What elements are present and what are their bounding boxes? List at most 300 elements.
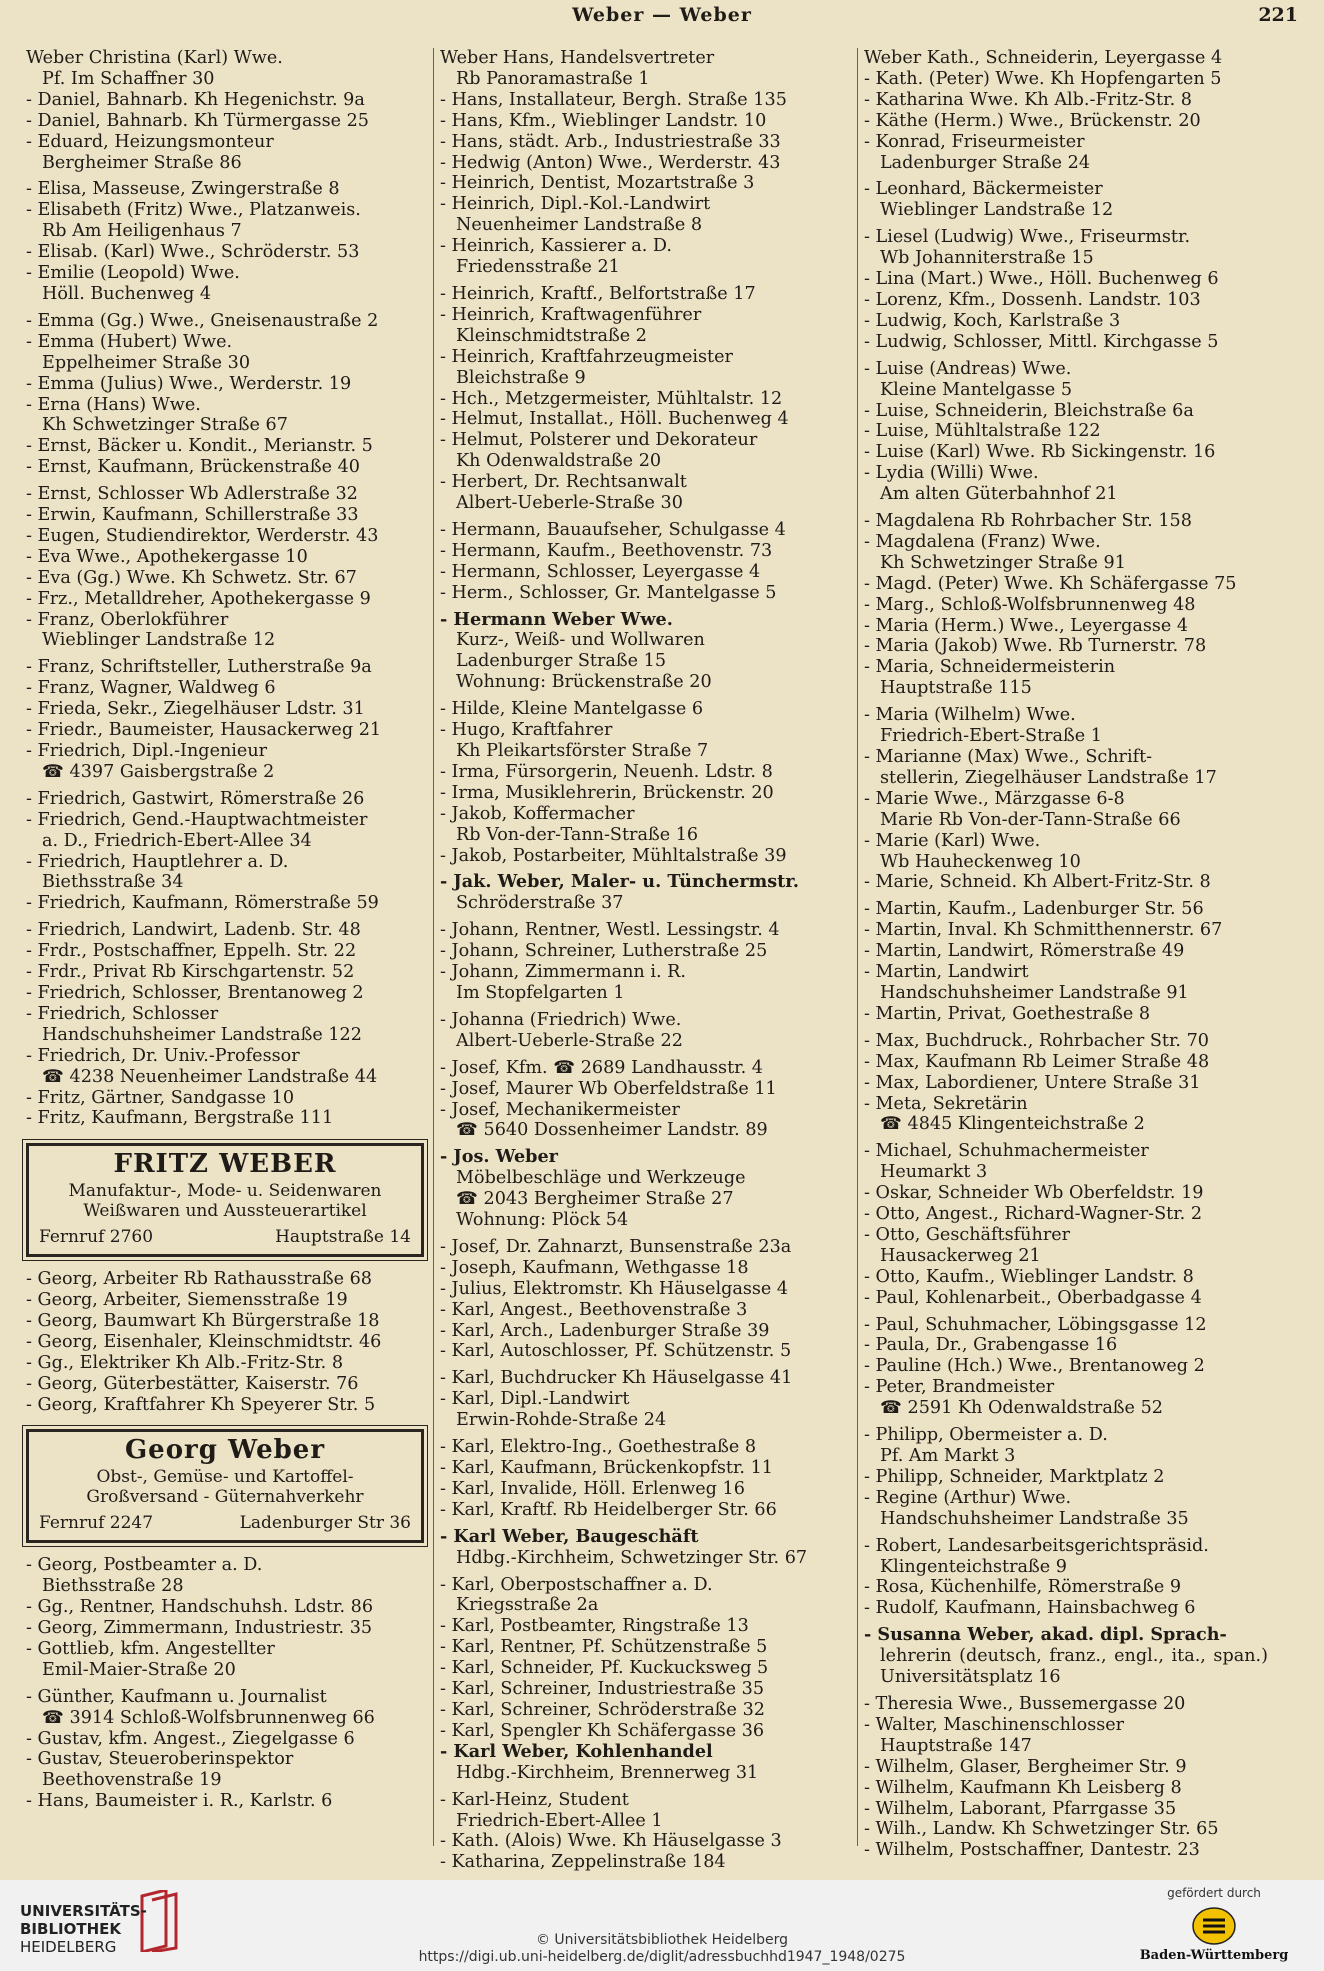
directory-entry (864, 179, 1268, 221)
entry-name: - Karl Weber, Baugeschäft (440, 1525, 699, 1547)
entry-name: - Frdr., Privat Rb Kirschgartenstr. 52 (26, 962, 355, 983)
directory-entry (440, 1831, 852, 1852)
entry-name: - Paula, Dr., Grabengasse 16 (864, 1335, 1118, 1356)
directory-entry (26, 810, 430, 852)
directory-entry (26, 1004, 430, 1046)
entry-detail: Hauptstraße 115 (880, 678, 1032, 699)
entry-detail: Kh Schwetzinger Straße 67 (42, 415, 288, 436)
directory-entry (440, 872, 852, 914)
entry-name: - Kath. (Alois) Wwe. Kh Häuselgasse 3 (440, 1831, 782, 1852)
entry-name: - Marie, Schneid. Kh Albert-Fritz-Str. 8 (864, 872, 1211, 893)
entry-name: - Hans, Kfm., Wieblinger Landstr. 10 (440, 110, 767, 131)
entry-name: - Franz, Schriftsteller, Lutherstraße 9a (26, 657, 372, 678)
entry-name: - Karl-Heinz, Student (440, 1789, 629, 1810)
entry-detail: Beethovenstraße 19 (42, 1770, 222, 1791)
entry-detail: Wohnung: Brückenstraße 20 (456, 672, 712, 693)
entry-name: - Karl, Postbeamter, Ringstraße 13 (440, 1616, 749, 1637)
directory-entry (864, 421, 1268, 442)
directory-entry (26, 610, 430, 652)
directory-entry (440, 920, 852, 941)
copyright-text: © Universitätsbibliothek Heidelberg (535, 1932, 788, 1948)
directory-entry (864, 1757, 1268, 1778)
entry-name: - Karl, Elektro-Ing., Goethestraße 8 (440, 1437, 757, 1458)
directory-entry (26, 789, 430, 810)
entry-name: - Heinrich, Dipl.-Kol.-Landwirt (440, 194, 711, 215)
entry-detail: Ladenburger Straße 24 (880, 152, 1091, 173)
directory-entry (26, 1395, 430, 1416)
directory-entry (440, 1742, 852, 1784)
ub-logo-line: HEIDELBERG (20, 1938, 117, 1956)
entry-name: - Ernst, Schlosser Wb Adlerstraße 32 (26, 484, 358, 505)
entry-detail: Am alten Güterbahnhof 21 (880, 484, 1118, 505)
directory-entry (440, 962, 852, 1004)
directory-entry (26, 589, 430, 610)
entry-name: - Regine (Arthur) Wwe. (864, 1487, 1072, 1508)
entry-detail: Wieblinger Landstraße 12 (880, 200, 1114, 221)
directory-entry (440, 1321, 852, 1342)
directory-entry (440, 1258, 852, 1279)
entry-name: - Daniel, Bahnarb. Kh Hegenichstr. 9a (26, 89, 365, 110)
entry-name: - Heinrich, Dentist, Mozartstraße 3 (440, 173, 755, 194)
entry-name: - Johann, Rentner, Westl. Lessingstr. 4 (440, 920, 780, 941)
directory-entry (26, 920, 430, 941)
directory-entry (440, 90, 852, 111)
directory-entry (864, 1335, 1268, 1356)
entry-detail: ☎ 4845 Klingenteichstraße 2 (880, 1114, 1145, 1135)
directory-entry (26, 1353, 430, 1374)
directory-entry (864, 1488, 1268, 1530)
directory-entry (440, 804, 852, 846)
funding-notice (1134, 1886, 1294, 1963)
directory-entry (864, 463, 1268, 505)
directory-entry (440, 520, 852, 541)
entry-name: - Martin, Landwirt (864, 962, 1029, 983)
directory-entry (26, 526, 430, 547)
entry-name: - Kath. (Peter) Wwe. Kh Hopfengarten 5 (864, 68, 1222, 89)
entry-detail: Friedensstraße 21 (456, 257, 620, 278)
directory-entry (864, 872, 1268, 893)
advert-line: Großversand - Güternahverkehr (86, 1487, 364, 1508)
entry-name: - Heinrich, Kraftwagenführer (440, 304, 702, 325)
entry-name: - Georg, Eisenhaler, Kleinschmidtstr. 46 (26, 1331, 382, 1352)
directory-entry (26, 1108, 430, 1129)
directory-entry (864, 359, 1268, 401)
entry-detail: Albert-Ueberle-Straße 30 (456, 493, 683, 514)
directory-entry (440, 1458, 852, 1479)
directory-entry (864, 705, 1268, 747)
directory-entry (440, 1100, 852, 1142)
directory-entry (26, 1791, 430, 1812)
directory-entry (26, 1597, 430, 1618)
directory-entry (26, 568, 430, 589)
directory-entry (440, 173, 852, 194)
entry-name: - Martin, Landwirt, Römerstraße 49 (864, 941, 1185, 962)
entry-name: - Rudolf, Kaufmann, Hainsbachweg 6 (864, 1598, 1196, 1619)
directory-entry (864, 920, 1268, 941)
directory-entry (440, 1616, 852, 1637)
entry-name: - Otto, Angest., Richard-Wagner-Str. 2 (864, 1204, 1203, 1225)
column-2 (440, 48, 852, 1873)
entry-name: - Hermann Weber Wwe. (440, 608, 673, 630)
entry-name: - Martin, Privat, Goethestraße 8 (864, 1003, 1151, 1024)
entry-name: - Herbert, Dr. Rechtsanwalt (440, 472, 687, 493)
entry-name: - Friedrich, Schlosser (26, 1003, 219, 1024)
entry-name: - Peter, Brandmeister (864, 1377, 1055, 1398)
entry-name: - Joseph, Kaufmann, Wethgasse 18 (440, 1257, 749, 1278)
entry-name: - Marie Wwe., Märzgasse 6-8 (864, 788, 1125, 809)
entry-name: - Jakob, Koffermacher (440, 803, 635, 824)
directory-entry (26, 962, 430, 983)
entry-name: - Karl, Schneider, Pf. Kuckucksweg 5 (440, 1658, 769, 1679)
advert-line: Obst-, Gemüse- und Kartoffel- (96, 1467, 354, 1488)
directory-entry (26, 699, 430, 720)
directory-entry (864, 1267, 1268, 1288)
entry-name: - Friedr., Baumeister, Hausackerweg 21 (26, 720, 382, 741)
advert-footer (39, 1513, 411, 1534)
directory-entry (26, 111, 430, 132)
entry-detail: Hdbg.-Kirchheim, Schwetzinger Str. 67 (456, 1547, 808, 1568)
entry-detail: Friedrich-Ebert-Allee 1 (456, 1810, 663, 1831)
advert-address: Ladenburger Str 36 (239, 1513, 411, 1534)
entry-detail: Handschuhsheimer Landstraße 91 (880, 982, 1189, 1003)
entry-name: - Max, Kaufmann Rb Leimer Straße 48 (864, 1051, 1210, 1072)
entry-name: - Lydia (Willi) Wwe. (864, 463, 1039, 484)
entry-detail: ☎ 2591 Kh Odenwaldstraße 52 (880, 1398, 1163, 1419)
advert-phone: Fernruf 2760 (39, 1227, 154, 1248)
directory-entry (440, 111, 852, 132)
directory-entry (26, 720, 430, 741)
directory-entry (864, 1425, 1268, 1467)
directory-entry (26, 1749, 430, 1791)
entry-name: - Erna (Hans) Wwe. (26, 394, 201, 415)
directory-entry (440, 472, 852, 514)
entry-name: - Gustav, kfm. Angest., Ziegelgasse 6 (26, 1728, 355, 1749)
entry-name: - Julius, Elektromstr. Kh Häuselgasse 4 (440, 1278, 789, 1299)
entry-name: - Jakob, Postarbeiter, Mühltalstraße 39 (440, 845, 787, 866)
entry-name: - Frdr., Postschaffner, Eppelh. Str. 22 (26, 941, 357, 962)
directory-entry (26, 741, 430, 783)
entry-name: - Irma, Musiklehrerin, Brückenstr. 20 (440, 782, 774, 803)
entry-name: - Otto, Geschäftsführer (864, 1224, 1071, 1245)
directory-entry (864, 442, 1268, 463)
directory-entry (864, 1536, 1268, 1578)
directory-entry (864, 1377, 1268, 1419)
entry-name: - Heinrich, Kraftf., Belfortstraße 17 (440, 283, 756, 304)
entry-name: - Hans, Installateur, Bergh. Straße 135 (440, 89, 787, 110)
directory-entry (864, 1073, 1268, 1094)
directory-entry (440, 1010, 852, 1052)
entry-detail: Rb Am Heiligenhaus 7 (42, 221, 242, 242)
entry-list (26, 1555, 430, 1812)
entry-name: - Friedrich, Schlosser, Brentanoweg 2 (26, 982, 364, 1003)
directory-entry (26, 1555, 430, 1597)
entry-name: - Hermann, Bauaufseher, Schulgasse 4 (440, 519, 786, 540)
directory-entry (440, 783, 852, 804)
directory-entry (864, 1799, 1268, 1820)
entry-name: - Hch., Metzgermeister, Mühltalstr. 12 (440, 388, 783, 409)
entry-name: - Georg, Arbeiter, Siemensstraße 19 (26, 1290, 348, 1311)
directory-entry (864, 574, 1268, 595)
entry-detail: stellerin, Ziegelhäuser Landstraße 17 (880, 767, 1217, 788)
entry-name: - Martin, Inval. Kh Schmitthennerstr. 67 (864, 920, 1223, 941)
entry-name: - Heinrich, Kraftfahrzeugmeister (440, 346, 733, 367)
entry-name: - Oskar, Schneider Wb Oberfeldstr. 19 (864, 1183, 1204, 1204)
directory-entry (864, 401, 1268, 422)
directory-entry (864, 1204, 1268, 1225)
entry-name: - Lina (Mart.) Wwe., Höll. Buchenweg 6 (864, 269, 1219, 290)
advert-line: Weißwaren und Aussteuerartikel (83, 1201, 367, 1222)
entry-detail: Kleine Mantelgasse 5 (880, 379, 1073, 400)
directory-entry (864, 132, 1268, 174)
entry-detail: Handschuhsheimer Landstraße 122 (42, 1024, 362, 1045)
ub-logo-line: UNIVERSITÄTS- (20, 1902, 147, 1920)
directory-entry (864, 1819, 1268, 1840)
directory-entry (26, 1332, 430, 1353)
entry-name: - Karl, Schreiner, Industriestraße 35 (440, 1679, 765, 1700)
entry-name: - Daniel, Bahnarb. Kh Türmergasse 25 (26, 110, 369, 131)
entry-detail: Bleichstraße 9 (456, 367, 586, 388)
entry-name: - Karl Weber, Kohlenhandel (440, 1740, 713, 1762)
entry-name: - Herm., Schlosser, Gr. Mantelgasse 5 (440, 582, 777, 603)
entry-detail: Schröderstraße 37 (456, 893, 624, 914)
directory-entry (864, 227, 1268, 269)
entry-name: - Michael, Schuhmachermeister (864, 1141, 1149, 1162)
entry-detail: Kh Odenwaldstraße 20 (456, 451, 662, 472)
directory-entry (26, 484, 430, 505)
directory-entry (864, 1577, 1268, 1598)
directory-entry (26, 1290, 430, 1311)
directory-entry (26, 311, 430, 332)
directory-entry (26, 547, 430, 568)
entry-name: - Günther, Kaufmann u. Journalist (26, 1686, 327, 1707)
directory-entry (26, 90, 430, 111)
entry-detail: Biethsstraße 34 (42, 872, 184, 893)
entry-name: - Eduard, Heizungsmonteur (26, 131, 274, 152)
directory-entry (864, 962, 1268, 1004)
entry-detail: Rb Von-der-Tann-Straße 16 (456, 824, 699, 845)
entry-name: - Lorenz, Kfm., Dossenh. Landstr. 103 (864, 289, 1201, 310)
entry-detail: ☎ 2043 Bergheimer Straße 27 (456, 1189, 734, 1210)
entry-name: - Emma (Julius) Wwe., Werderstr. 19 (26, 373, 352, 394)
entry-name: - Elisab. (Karl) Wwe., Schröderstr. 53 (26, 242, 360, 263)
entry-name: - Karl, Dipl.-Landwirt (440, 1389, 630, 1410)
entry-name: - Karl, Arch., Ladenburger Straße 39 (440, 1320, 770, 1341)
advert-name: FRITZ WEBER (113, 1149, 337, 1180)
entry-name: - Friedrich, Gastwirt, Römerstraße 26 (26, 788, 365, 809)
entry-name: - Johanna (Friedrich) Wwe. (440, 1009, 682, 1030)
directory-entry (864, 1141, 1268, 1183)
directory-entry (26, 332, 430, 374)
directory-entry (864, 1356, 1268, 1377)
directory-entry (440, 1852, 852, 1873)
library-footer (0, 1880, 1324, 1971)
entry-name: - Magdalena (Franz) Wwe. (864, 531, 1101, 552)
copyright-block (0, 1932, 1324, 1966)
directory-entry (864, 1625, 1268, 1688)
directory-entry (26, 132, 430, 174)
entry-name: - Friedrich, Dr. Univ.-Professor (26, 1045, 300, 1066)
entry-name: - Luise (Karl) Wwe. Rb Sickingenstr. 16 (864, 442, 1216, 463)
entry-detail: Klingenteichstraße 9 (880, 1556, 1067, 1577)
entry-detail: Neuenheimer Landstraße 8 (456, 215, 703, 236)
entry-name: - Marianne (Max) Wwe., Schrift- (864, 747, 1153, 767)
entry-name: - Emilie (Leopold) Wwe. (26, 263, 240, 284)
entry-name: - Friedrich, Hauptlehrer a. D. (26, 851, 289, 872)
directory-entry (864, 1315, 1268, 1336)
entry-name: - Ernst, Kaufmann, Brückenstraße 40 (26, 457, 360, 478)
directory-entry (26, 48, 430, 90)
column-1 (26, 48, 430, 1812)
directory-entry (440, 1790, 852, 1832)
advert-phone: Fernruf 2247 (39, 1513, 154, 1534)
entry-detail: Höll. Buchenweg 4 (42, 283, 212, 304)
entry-name: - Karl, Buchdrucker Kh Häuselgasse 41 (440, 1368, 793, 1389)
directory-entry (440, 194, 852, 236)
entry-name: - Karl, Kraftf. Rb Heidelberger Str. 66 (440, 1499, 777, 1520)
directory-entry (440, 1058, 852, 1079)
entry-name: - Fritz, Kaufmann, Bergstraße 111 (26, 1108, 334, 1129)
entry-detail: Kh Pleikartsförster Straße 7 (456, 741, 709, 761)
directory-entry (440, 48, 852, 90)
state-name[interactable]: Baden-Württemberg (1139, 1948, 1289, 1963)
entry-name: - Meta, Sekretärin (864, 1093, 1028, 1114)
directory-entry (26, 893, 430, 914)
directory-entry (26, 505, 430, 526)
directory-entry (864, 532, 1268, 574)
entry-name: - Maria, Schneidermeisterin (864, 657, 1116, 678)
entry-list (440, 48, 852, 1873)
entry-name: - Eva Wwe., Apothekergasse 10 (26, 546, 308, 567)
advert-address: Hauptstraße 14 (275, 1227, 411, 1248)
directory-entry (26, 983, 430, 1004)
entry-name: - Paul, Kohlenarbeit., Oberbadgasse 4 (864, 1287, 1202, 1308)
entry-detail: Friedrich-Ebert-Straße 1 (880, 726, 1103, 747)
entry-name: - Elisabeth (Fritz) Wwe., Platzanweis. (26, 200, 361, 221)
entry-name: - Georg, Arbeiter Rb Rathausstraße 68 (26, 1269, 372, 1290)
entry-name: - Luise, Schneiderin, Bleichstraße 6a (864, 400, 1194, 421)
directory-entry (440, 562, 852, 583)
directory-entry (440, 846, 852, 867)
directory-entry (864, 1778, 1268, 1799)
entry-name: - Ludwig, Schlosser, Mittl. Kirchgasse 5 (864, 331, 1219, 352)
directory-entry (440, 132, 852, 153)
entry-detail: Wieblinger Landstraße 12 (42, 630, 276, 651)
entry-detail: lehrerin (deutsch, franz., engl., ita., span.) Universitätsplatz 16 (880, 1646, 1268, 1688)
entry-name: - Pauline (Hch.) Wwe., Brentanoweg 2 (864, 1356, 1205, 1377)
entry-name: - Theresia Wwe., Bussemergasse 20 (864, 1693, 1186, 1714)
entry-name: - Hermann, Schlosser, Leyergasse 4 (440, 561, 761, 582)
directory-entry (440, 236, 852, 278)
directory-entry (26, 1687, 430, 1729)
entry-detail: Möbelbeschläge und Werkzeuge (456, 1168, 746, 1189)
directory-entry (864, 831, 1268, 873)
directory-entry (440, 347, 852, 389)
page-number: 221 (1258, 4, 1298, 26)
directory-entry (26, 1269, 430, 1290)
permalink[interactable]: https://digi.ub.uni-heidelberg.de/diglit/adressbuchhd1947_1948/0275 (418, 1949, 906, 1965)
directory-entry (26, 179, 430, 200)
directory-entry (440, 389, 852, 410)
entry-name: - Gottlieb, kfm. Angestellter (26, 1638, 275, 1659)
entry-name: Weber Christina (Karl) Wwe. (26, 48, 283, 68)
entry-name: - Irma, Fürsorgerin, Neuenh. Ldstr. 8 (440, 761, 773, 782)
directory-entry (440, 1389, 852, 1431)
entry-name: - Gustav, Steueroberinspektor (26, 1749, 294, 1770)
entry-detail: ☎ 5640 Dossenheimer Landstr. 89 (456, 1120, 768, 1141)
entry-name: - Heinrich, Kassierer a. D. (440, 236, 672, 257)
ub-logo-line: BIBLIOTHEK (20, 1920, 121, 1938)
entry-name: - Maria (Wilhelm) Wwe. (864, 705, 1076, 726)
directory-entry (864, 747, 1268, 789)
directory-entry (440, 1147, 852, 1231)
directory-entry (864, 657, 1268, 699)
entry-name: - Rosa, Küchenhilfe, Römerstraße 9 (864, 1577, 1182, 1598)
entry-name: - Hermann, Kaufm., Beethovenstr. 73 (440, 540, 773, 561)
entry-detail: Kriegsstraße 2a (456, 1595, 599, 1616)
entry-name: - Hedwig (Anton) Wwe., Werderstr. 43 (440, 152, 781, 173)
advert-georg-weber (26, 1429, 424, 1543)
directory-entry (440, 1300, 852, 1321)
entry-detail: Eppelheimer Straße 30 (42, 352, 251, 373)
entry-name: - Liesel (Ludwig) Wwe., Friseurmstr. (864, 227, 1191, 248)
directory-entry (864, 1094, 1268, 1136)
directory-entry (864, 1183, 1268, 1204)
entry-name: - Magd. (Peter) Wwe. Kh Schäfergasse 75 (864, 573, 1237, 594)
entry-name: - Leonhard, Bäckermeister (864, 179, 1103, 200)
directory-entry (440, 1279, 852, 1300)
entry-name: - Franz, Wagner, Waldweg 6 (26, 678, 276, 699)
entry-name: - Georg, Güterbestätter, Kaiserstr. 76 (26, 1373, 359, 1394)
directory-entry (440, 1368, 852, 1389)
entry-name: - Karl, Autoschlosser, Pf. Schützenstr. 5 (440, 1341, 792, 1362)
entry-detail: ☎ 3914 Schloß-Wolfsbrunnenweg 66 (42, 1707, 375, 1728)
directory-entry (864, 90, 1268, 111)
entry-name: - Magdalena Rb Rohrbacher Str. 158 (864, 511, 1192, 532)
column-divider (857, 48, 858, 1846)
entry-name: Weber Hans, Handelsvertreter (440, 48, 715, 68)
entry-detail: Erwin-Rohde-Straße 24 (456, 1410, 667, 1431)
entry-name: - Georg, Kraftfahrer Kh Speyerer Str. 5 (26, 1394, 376, 1415)
entry-name: - Frieda, Sekr., Ziegelhäuser Ldstr. 31 (26, 699, 365, 720)
directory-entry (864, 899, 1268, 920)
entry-name: - Ludwig, Koch, Karlstraße 3 (864, 310, 1121, 331)
entry-name: - Helmut, Polsterer und Dekorateur (440, 430, 758, 451)
entry-name: - Luise, Mühltalstraße 122 (864, 421, 1101, 442)
entry-name: - Karl, Invalide, Höll. Erlenweg 16 (440, 1478, 745, 1499)
entry-name: - Josef, Dr. Zahnarzt, Bunsenstraße 23a (440, 1236, 792, 1257)
directory-entry (26, 242, 430, 263)
directory-entry (864, 1288, 1268, 1309)
entry-detail: Hausackerweg 21 (880, 1245, 1041, 1266)
entry-name: - Georg, Zimmermann, Industriestr. 35 (26, 1618, 373, 1638)
directory-entry (26, 395, 430, 437)
entry-name: - Martin, Kaufm., Ladenburger Str. 56 (864, 899, 1204, 920)
entry-name: - Friedrich, Dipl.-Ingenieur (26, 741, 268, 761)
directory-entry (864, 1031, 1268, 1052)
entry-name: - Karl, Oberpostschaffner a. D. (440, 1574, 713, 1595)
entry-detail: Rb Panoramastraße 1 (456, 68, 650, 89)
directory-entry (26, 374, 430, 395)
advert-footer (39, 1227, 411, 1248)
directory-entry (864, 332, 1268, 353)
entry-name: - Hugo, Kraftfahrer (440, 720, 613, 741)
column-3 (864, 48, 1268, 1861)
directory-entry (864, 269, 1268, 290)
advert-fritz-weber (26, 1143, 424, 1257)
entry-name: - Wilhelm, Laborant, Pfarrgasse 35 (864, 1798, 1177, 1819)
directory-entry (440, 409, 852, 430)
entry-name: - Marie (Karl) Wwe. (864, 830, 1041, 851)
